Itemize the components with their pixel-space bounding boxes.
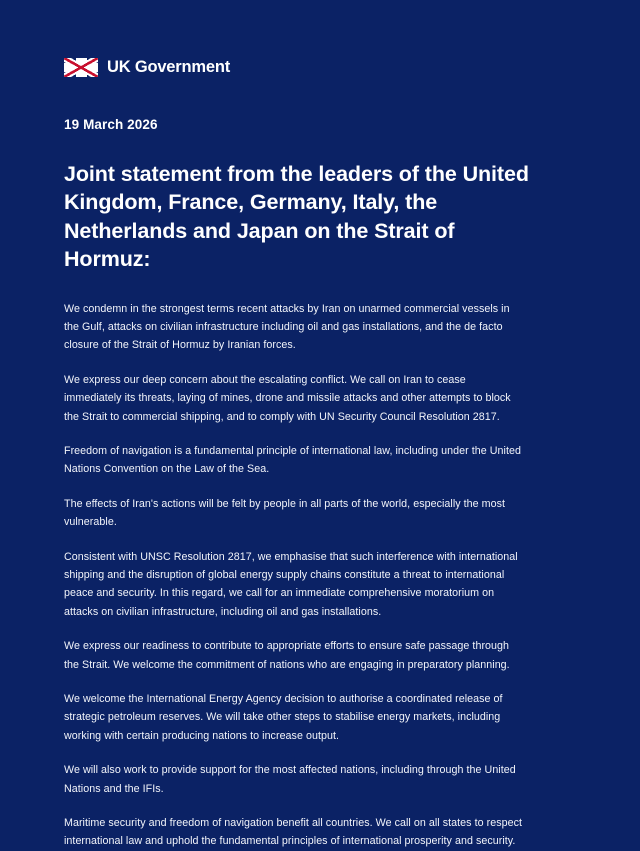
paragraph: We will also work to provide support for the most affected nations, including through the United Nations and the IFIs.: [64, 764, 516, 795]
paragraph: We condemn in the strongest terms recent attacks by Iran on unarmed commercial vessels in the Gulf, attacks on civilian infrastructure including oil and gas installations, and the de facto closure of the Strait of Hormuz by Iranian forces.: [64, 302, 510, 352]
paragraph: The effects of Iran's actions will be felt by people in all parts of the world, especially the most vulnerable.: [64, 497, 506, 529]
paragraph: We express our readiness to contribute to appropriate efforts to ensure safe passage through the Strait. We welcome the commitment of nations who are engaging in preparatory planning.: [64, 640, 510, 671]
page-title: Joint statement from the leaders of the United Kingdom, France, Germany, Italy, the Netherlands and Japan on the Strait of Hormuz:: [64, 162, 529, 272]
union-flag-icon: [64, 58, 98, 77]
paragraph: We welcome the International Energy Agency decision to authorise a coordinated release of strategic petroleum reserves. We will take other steps to stabilise energy markets, including working with certain producing nations to increase output.: [64, 693, 503, 742]
statement-body: [64, 300, 576, 851]
paragraph: Maritime security and freedom of navigation benefit all countries. We call on all states to respect international law and uphold the fundamental principles of international prosperity and security.: [64, 817, 523, 848]
masthead: [64, 58, 576, 77]
publication-date: 19 March 2026: [64, 117, 158, 132]
paragraph: Freedom of navigation is a fundamental principle of international law, including under the United Nations Convention on the Law of the Sea.: [64, 444, 521, 476]
paragraph: We express our deep concern about the escalating conflict. We call on Iran to cease immediately its threats, laying of mines, drone and missile attacks and other attempts to block the Strait to commercial shipping, and to comply with UN Security Council Resolution 2817.: [64, 373, 511, 423]
paragraph: Consistent with UNSC Resolution 2817, we emphasise that such interference with international shipping and the disruption of global energy supply chains constitute a threat to international peace and security. In this regard, we call for an immediate comprehensive moratorium on attacks on civilian infrastructure, including oil and gas installations.: [64, 550, 518, 618]
brand-title: UK Government: [107, 58, 231, 77]
